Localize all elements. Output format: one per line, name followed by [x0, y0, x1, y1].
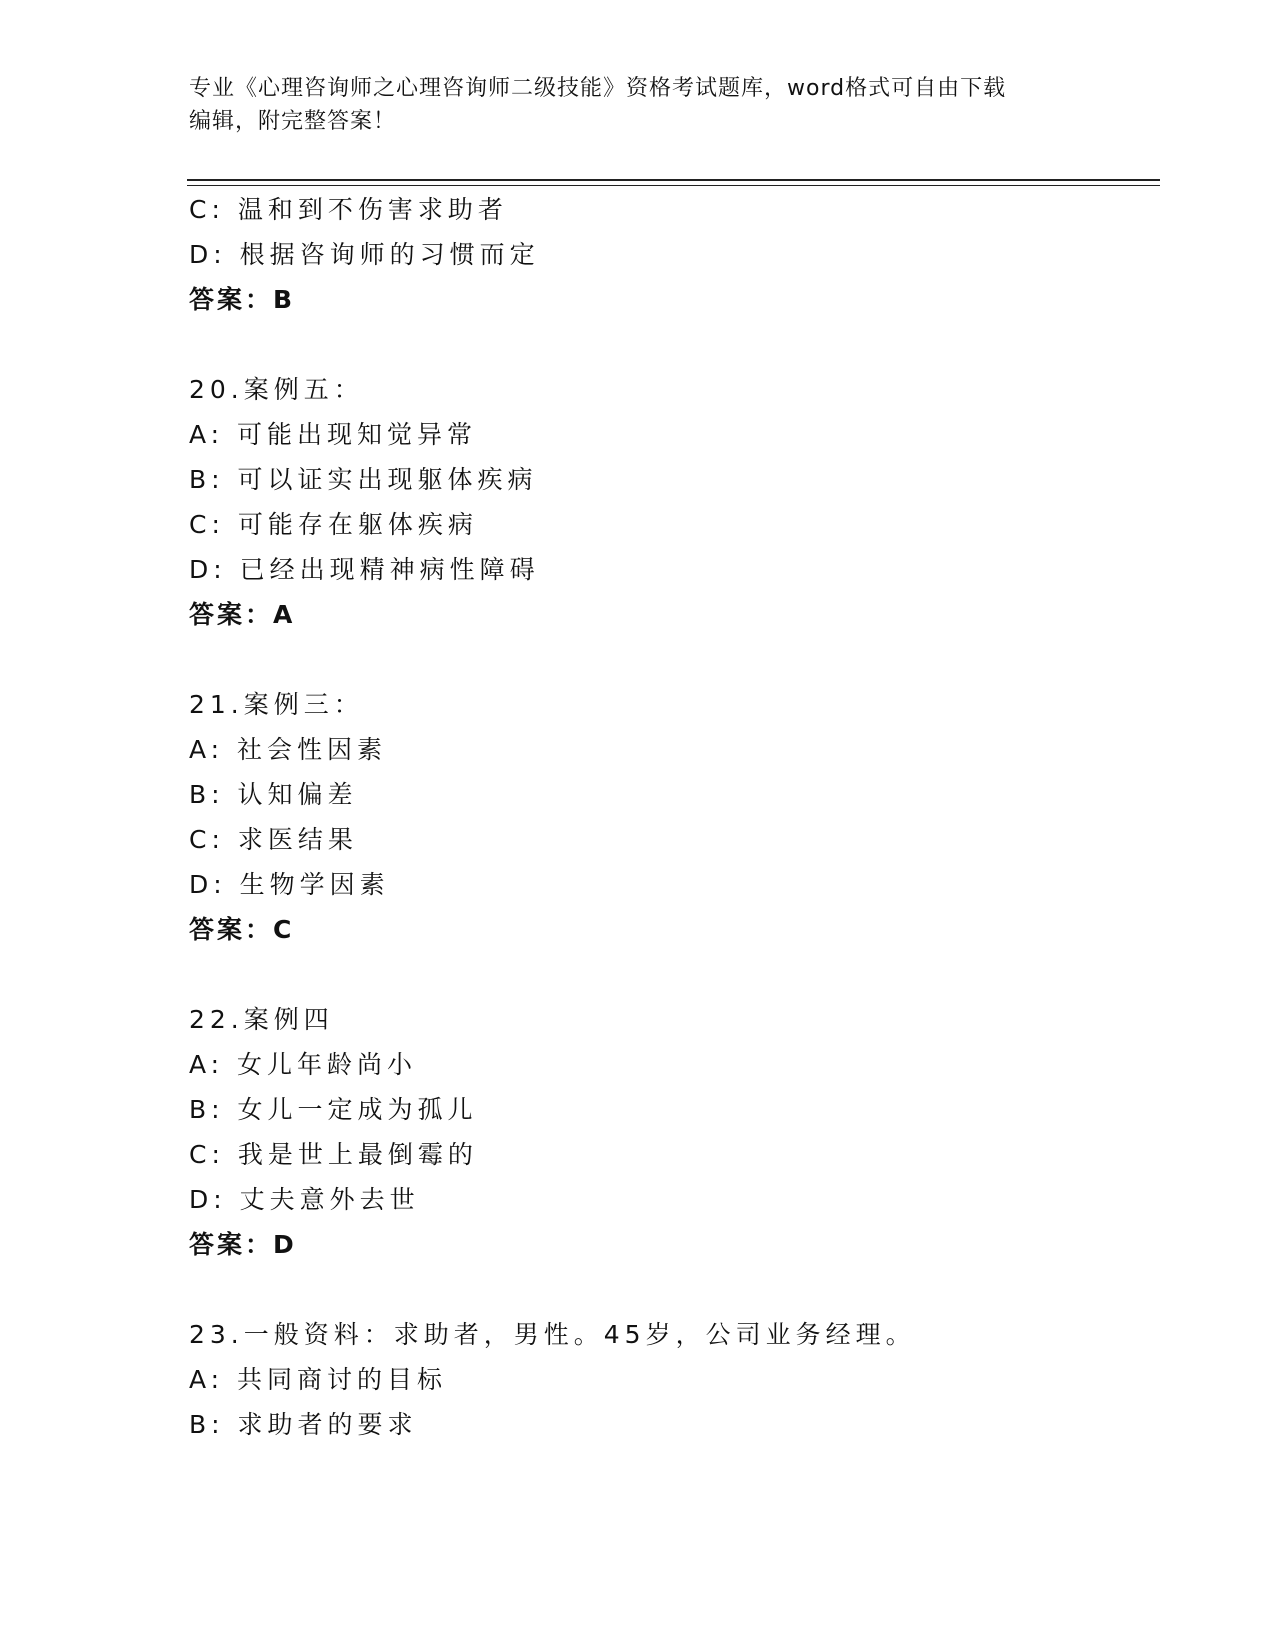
- q21-option-a: A: 社会性因素: [189, 735, 388, 764]
- q22-title: 22.案例四: [189, 1005, 334, 1034]
- header-line-1: 专业《心理咨询师之心理咨询师二级技能》资格考试题库，word格式可自由下载: [189, 76, 1007, 101]
- q20-option-d: D: 已经出现精神病性障碍: [189, 555, 540, 584]
- header-divider-thin: [187, 185, 1160, 186]
- q21-option-c: C: 求医结果: [189, 825, 358, 854]
- header-divider-thick: [187, 179, 1160, 181]
- q22-option-d: D: 丈夫意外去世: [189, 1185, 420, 1214]
- header-line-2: 编辑，附完整答案！: [189, 109, 397, 134]
- q21-option-d: D: 生物学因素: [189, 870, 390, 899]
- q23-option-b: B: 求助者的要求: [189, 1410, 418, 1439]
- q22-option-a: A: 女儿年龄尚小: [189, 1050, 418, 1079]
- q21-title: 21.案例三：: [189, 690, 364, 719]
- q20-option-c: C: 可能存在躯体疾病: [189, 510, 478, 539]
- q19-option-c: C: 温和到不伤害求助者: [189, 195, 508, 224]
- q20-option-b: B: 可以证实出现躯体疾病: [189, 465, 538, 494]
- q19-answer: 答案：B: [189, 285, 296, 314]
- q19-option-d: D: 根据咨询师的习惯而定: [189, 240, 540, 269]
- q22-option-b: B: 女儿一定成为孤儿: [189, 1095, 478, 1124]
- q20-answer: 答案：A: [189, 600, 296, 629]
- q20-option-a: A: 可能出现知觉异常: [189, 420, 478, 449]
- q20-title: 20.案例五：: [189, 375, 364, 404]
- q21-answer: 答案：C: [189, 915, 295, 944]
- document-header: [189, 72, 1069, 138]
- q23-title: 23.一般资料：求助者，男性。45岁，公司业务经理。: [189, 1320, 916, 1349]
- q23-option-a: A: 共同商讨的目标: [189, 1365, 448, 1394]
- q22-answer: 答案：D: [189, 1230, 297, 1259]
- q22-option-c: C: 我是世上最倒霉的: [189, 1140, 478, 1169]
- q21-option-b: B: 认知偏差: [189, 780, 358, 809]
